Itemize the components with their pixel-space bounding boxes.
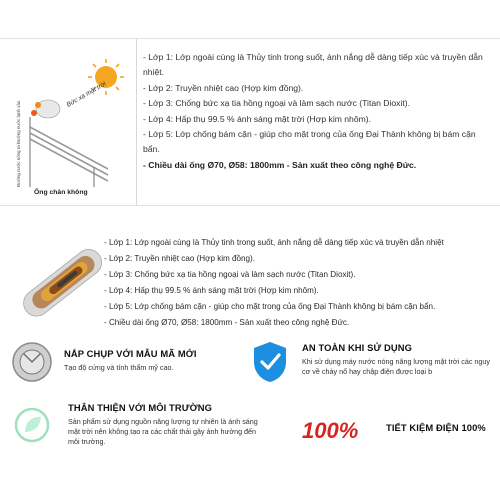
- feature-eco-title: THÂN THIỆN VỚI MÔI TRƯỜNG: [68, 402, 212, 413]
- shield-check-icon: [250, 340, 290, 384]
- top-info-panel: [0, 38, 500, 206]
- mid-layer-2-text: - Lớp 2: Truyền nhiệt cao (Hợp kim đồng).: [104, 253, 255, 263]
- tube-label: Ống chân không: [34, 189, 88, 196]
- feature-eco-desc: Sản phẩm sử dụng nguồn năng lượng tự nhiên là ánh sáng mặt trời nên không tạo ra các chất thải gây ảnh hưởng đến môi trường.: [68, 417, 258, 446]
- layer-3-text: - Lớp 3: Chống bức xạ tia hồng ngoại và làm sạch nước (Titan Dioxit).: [143, 98, 411, 109]
- mid-layer-4-text: - Lớp 4: Hấp thụ 99.5 % ánh sáng mặt trời (Hợp kim nhôm).: [104, 285, 319, 295]
- feature-safe-use-desc: Khi sử dụng máy nước nóng năng lượng mặt trời các nguy cơ về cháy nổ hay chập điện được loại b: [302, 357, 490, 376]
- feature-safe-use-title: AN TOÀN KHI SỬ DỤNG: [302, 342, 413, 353]
- water-pipe-label: Đường nước nóng ra Đường nước lạnh vào: [16, 100, 21, 187]
- tube-length-text: - Chiều dài ống Ø70, Ø58: 1800mm - Sản xuất theo công nghệ Đức.: [143, 159, 417, 170]
- feature-new-cap-title: NẮP CHỤP VỚI MẪU MÃ MỚI: [64, 348, 197, 359]
- percent-badge-text: 100%: [302, 418, 359, 443]
- mid-layer-1-text: - Lớp 1: Lớp ngoài cùng là Thủy tinh trong suốt, ánh nắng dễ dàng tiếp xúc và truyền dẫn nhiệt: [104, 238, 444, 247]
- layer-1-text: - Lớp 1: Lớp ngoài cùng là Thủy tinh trong suốt, ánh nắng dễ dàng tiếp xúc và truyền dẫn nhiệt.: [143, 52, 483, 78]
- top-spec-list: [143, 50, 493, 173]
- eco-circle-icon: [10, 402, 54, 448]
- sun-label: Bức xạ mặt trời: [65, 80, 108, 109]
- layer-2-text: - Lớp 2: Truyền nhiệt cao (Hợp kim đồng).: [143, 82, 304, 93]
- solar-heater-diagram: [4, 47, 132, 197]
- mid-layer-5-text: - Lớp 5: Lớp chống bám cặn - giúp cho mặt trong của ống Đại Thành không bị bám cặn bẩn.: [104, 301, 436, 311]
- vertical-divider: [136, 39, 137, 205]
- feature-power-saving-title: TIẾT KIỆM ĐIỆN 100%: [386, 422, 486, 433]
- cap-icon: [10, 340, 54, 384]
- tube-layers-image: [12, 236, 112, 328]
- mid-tube-length-text: - Chiều dài ống Ø70, Ø58: 1800mm - Sản xuất theo công nghệ Đức.: [104, 317, 350, 327]
- feature-new-cap-desc: Tạo độ cứng và tính thẩm mỹ cao.: [64, 363, 174, 372]
- mid-layer-3-text: - Lớp 3: Chống bức xạ tia hồng ngoại và làm sạch nước (Titan Dioxit).: [104, 269, 356, 279]
- percent-badge-icon: [300, 412, 364, 446]
- layer-4-text: - Lớp 4: Hấp thụ 99.5 % ánh sáng mặt trời (Hợp kim nhôm).: [143, 113, 372, 124]
- middle-spec-list: [104, 235, 496, 330]
- layer-5-text: - Lớp 5: Lớp chống bám cặn - giúp cho mặt trong của ống Đại Thành không bị bám cặn bẩn.: [143, 129, 476, 155]
